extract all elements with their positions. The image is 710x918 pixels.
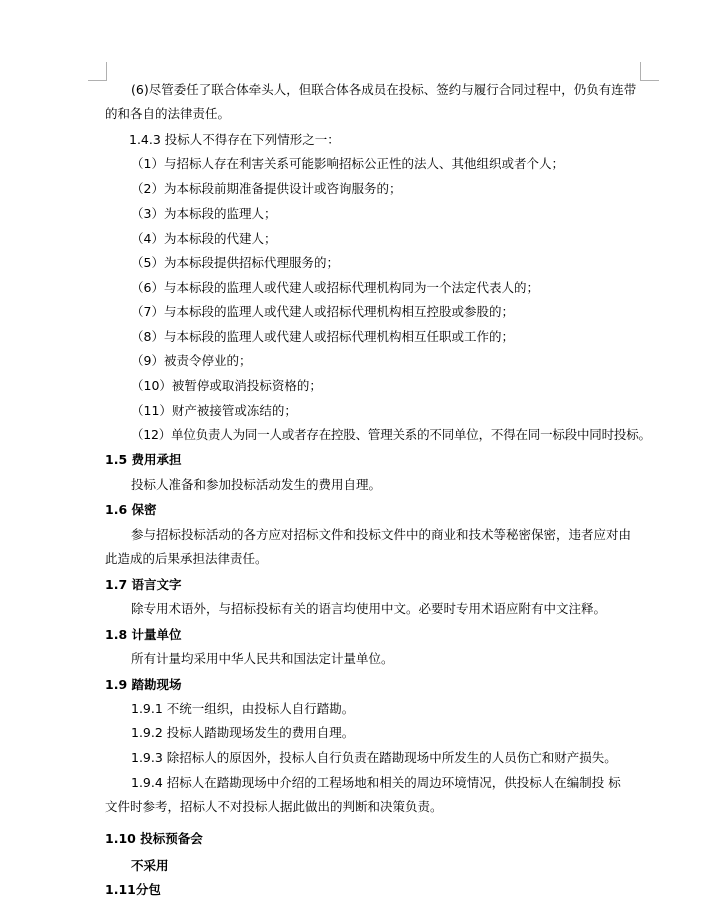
section-1-9-1: 1.9.1 不统一组织，由投标人自行踏勘。 (131, 701, 355, 716)
list-item: （5）为本标段提供招标代理服务的； (131, 255, 339, 270)
heading-1-10: 1.10 投标预备会 (105, 831, 203, 846)
list-item: （3）为本标段的监理人； (131, 206, 277, 221)
list-item: （7）与本标段的监理人或代建人或招标代理机构相互控股或参股的； (131, 304, 514, 319)
heading-1-5: 1.5 费用承担 (105, 452, 182, 467)
section-1-9-2: 1.9.2 投标人踏勘现场发生的费用自理。 (131, 725, 355, 740)
heading-1-9: 1.9 踏勘现场 (105, 677, 182, 692)
list-item: （1）与招标人存在利害关系可能影响招标公正性的法人、其他组织或者个人； (131, 156, 564, 171)
paragraph-1-7: 除专用术语外，与招标投标有关的语言均使用中文。必要时专用术语应附有中文注释。 (131, 601, 607, 616)
list-item: （11）财产被接管或冻结的； (131, 403, 297, 418)
section-1-9-3: 1.9.3 除招标人的原因外，投标人自行负责在踏勘现场中所发生的人员伤亡和财产损失。 (131, 750, 617, 765)
list-item: （2）为本标段前期准备提供设计或咨询服务的； (131, 181, 402, 196)
list-item: （10）被暂停或取消投标资格的； (131, 378, 322, 393)
heading-1-7: 1.7 语言文字 (105, 577, 182, 592)
paragraph-6-line2: 的和各自的法律责任。 (105, 106, 231, 121)
list-item: （6）与本标段的监理人或代建人或招标代理机构同为一个法定代表人的； (131, 280, 539, 295)
paragraph-1-6-line1: 参与招标投标活动的各方应对招标文件和投标文件中的商业和技术等秘密保密，违者应对由 (131, 527, 632, 542)
section-1-9-4-line2: 文件时参考，招标人不对投标人据此做出的判断和决策负责。 (105, 799, 443, 814)
section-1-4-3: 1.4.3 投标人不得存在下列情形之一： (129, 132, 340, 147)
crop-mark-left (88, 62, 107, 81)
paragraph-1-8: 所有计量均采用中华人民共和国法定计量单位。 (131, 651, 394, 666)
paragraph-1-10: 不采用 (131, 858, 169, 873)
list-item: （8）与本标段的监理人或代建人或招标代理机构相互任职或工作的； (131, 329, 514, 344)
heading-1-8: 1.8 计量单位 (105, 627, 182, 642)
section-1-9-4-line1: 1.9.4 招标人在踏勘现场中介绍的工程场地和相关的周边环境情况，供投标人在编制投 标 (131, 775, 621, 790)
paragraph-1-6-line2: 此造成的后果承担法律责任。 (105, 551, 268, 566)
list-item: （9）被责令停业的； (131, 353, 252, 368)
list-item: （12）单位负责人为同一人或者存在控股、管理关系的不同单位，不得在同一标段中同时投标。 (131, 427, 651, 442)
paragraph-6-line1: (6)尽管委任了联合体牵头人，但联合体各成员在投标、签约与履行合同过程中，仍负有连带 (131, 82, 637, 97)
heading-1-6: 1.6 保密 (105, 502, 157, 517)
heading-1-11: 1.11分包 (105, 882, 161, 897)
paragraph-1-5: 投标人准备和参加投标活动发生的费用自理。 (131, 477, 382, 492)
list-item: （4）为本标段的代建人； (131, 231, 277, 246)
crop-mark-right (640, 62, 659, 81)
